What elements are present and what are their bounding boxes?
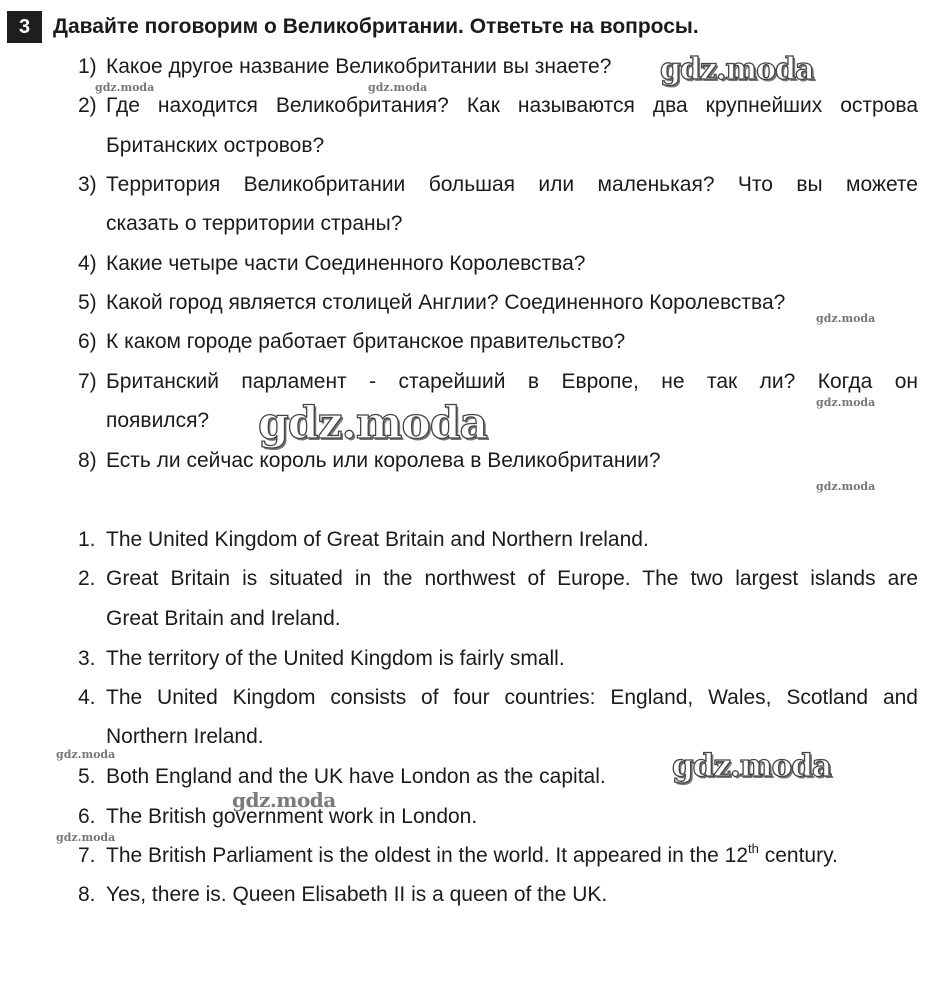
watermark-small: gdz.moda: [56, 748, 116, 761]
answer-text-main: The British Parliament is the oldest in the world. It appeared in the 12: [106, 844, 749, 867]
ordinal-suffix: th: [748, 841, 759, 856]
task-title: Давайте поговорим о Великобритании. Ответьте на вопросы.: [53, 15, 699, 38]
answer-text: [106, 841, 918, 868]
question-text: К каком городе работает британское правительство?: [106, 330, 626, 353]
question-4: [78, 252, 918, 276]
question-3-continuation: сказать о территории страны?: [106, 212, 403, 235]
question-number: 2): [78, 94, 97, 117]
watermark-small: gdz.moda: [368, 81, 428, 94]
watermark-logo: gdz.moda: [672, 748, 831, 784]
question-number: 6): [78, 330, 97, 353]
answer-8: [78, 883, 918, 907]
answer-text: The territory of the United Kingdom is fairly small.: [106, 647, 565, 670]
answer-text: The United Kingdom consists of four countries: England, Wales, Scotland and: [106, 686, 918, 709]
answer-4-continuation: Northern Ireland.: [106, 725, 264, 748]
answer-2: [78, 567, 918, 591]
watermark-logo: gdz.moda: [258, 398, 488, 449]
answer-text: The United Kingdom of Great Britain and Northern Ireland.: [106, 528, 649, 551]
question-2: [78, 94, 918, 118]
question-8: [78, 449, 918, 473]
answer-number: 2.: [78, 567, 96, 590]
question-7-continuation: появился?: [106, 409, 210, 432]
question-text: Британский парламент - старейший в Европе, не так ли? Когда он: [106, 370, 918, 393]
answer-6: [78, 805, 918, 829]
question-number: 3): [78, 173, 97, 196]
answer-number: 6.: [78, 805, 96, 828]
answer-4: [78, 686, 918, 710]
question-6: [78, 330, 918, 354]
watermark-small: gdz.moda: [816, 480, 876, 493]
answer-number: 4.: [78, 686, 96, 709]
answer-text: Great Britain is situated in the northwest of Europe. The two largest islands are: [106, 567, 918, 590]
watermark-small: gdz.moda: [816, 396, 876, 409]
answer-1: [78, 528, 918, 552]
question-text: Есть ли сейчас король или королева в Великобритании?: [106, 449, 661, 472]
question-3: [78, 173, 918, 197]
answer-number: 3.: [78, 647, 96, 670]
question-number: 1): [78, 55, 97, 78]
answer-number: 1.: [78, 528, 96, 551]
answer-text: Yes, there is. Queen Elisabeth II is a queen of the UK.: [106, 883, 608, 906]
watermark-small: gdz.moda: [816, 312, 876, 325]
answer-number: 8.: [78, 883, 96, 906]
watermark-logo: gdz.moda: [660, 52, 814, 87]
answer-number: 7.: [78, 844, 96, 867]
question-text: Где находится Великобритания? Как называются два крупнейших острова: [106, 94, 918, 117]
answer-3: [78, 647, 918, 671]
answer-2-continuation: Great Britain and Ireland.: [106, 607, 341, 630]
answer-text-tail: century.: [758, 844, 838, 867]
task-number-badge: 3: [7, 11, 42, 43]
answer-text: The British government work in London.: [106, 805, 478, 828]
answer-7: [78, 841, 918, 868]
task-header: [7, 11, 699, 43]
question-number: 4): [78, 252, 97, 275]
question-2-continuation: Британских островов?: [106, 134, 325, 157]
answer-text: Both England and the UK have London as the capital.: [106, 765, 606, 788]
question-7: [78, 370, 918, 394]
question-text: Какие четыре части Соединенного Королевства?: [106, 252, 586, 275]
question-text: Какое другое название Великобритании вы знаете?: [106, 55, 612, 78]
question-text: Территория Великобритании большая или маленькая? Что вы можете: [106, 173, 918, 196]
question-number: 5): [78, 291, 97, 314]
question-number: 8): [78, 449, 97, 472]
question-5: [78, 291, 918, 315]
watermark-small: gdz.moda: [56, 831, 116, 844]
watermark-small: gdz.moda: [95, 81, 155, 94]
question-number: 7): [78, 370, 97, 393]
watermark-medium: gdz.moda: [232, 788, 336, 812]
answer-number: 5.: [78, 765, 96, 788]
question-text: Какой город является столицей Англии? Соединенного Королевства?: [106, 291, 786, 314]
